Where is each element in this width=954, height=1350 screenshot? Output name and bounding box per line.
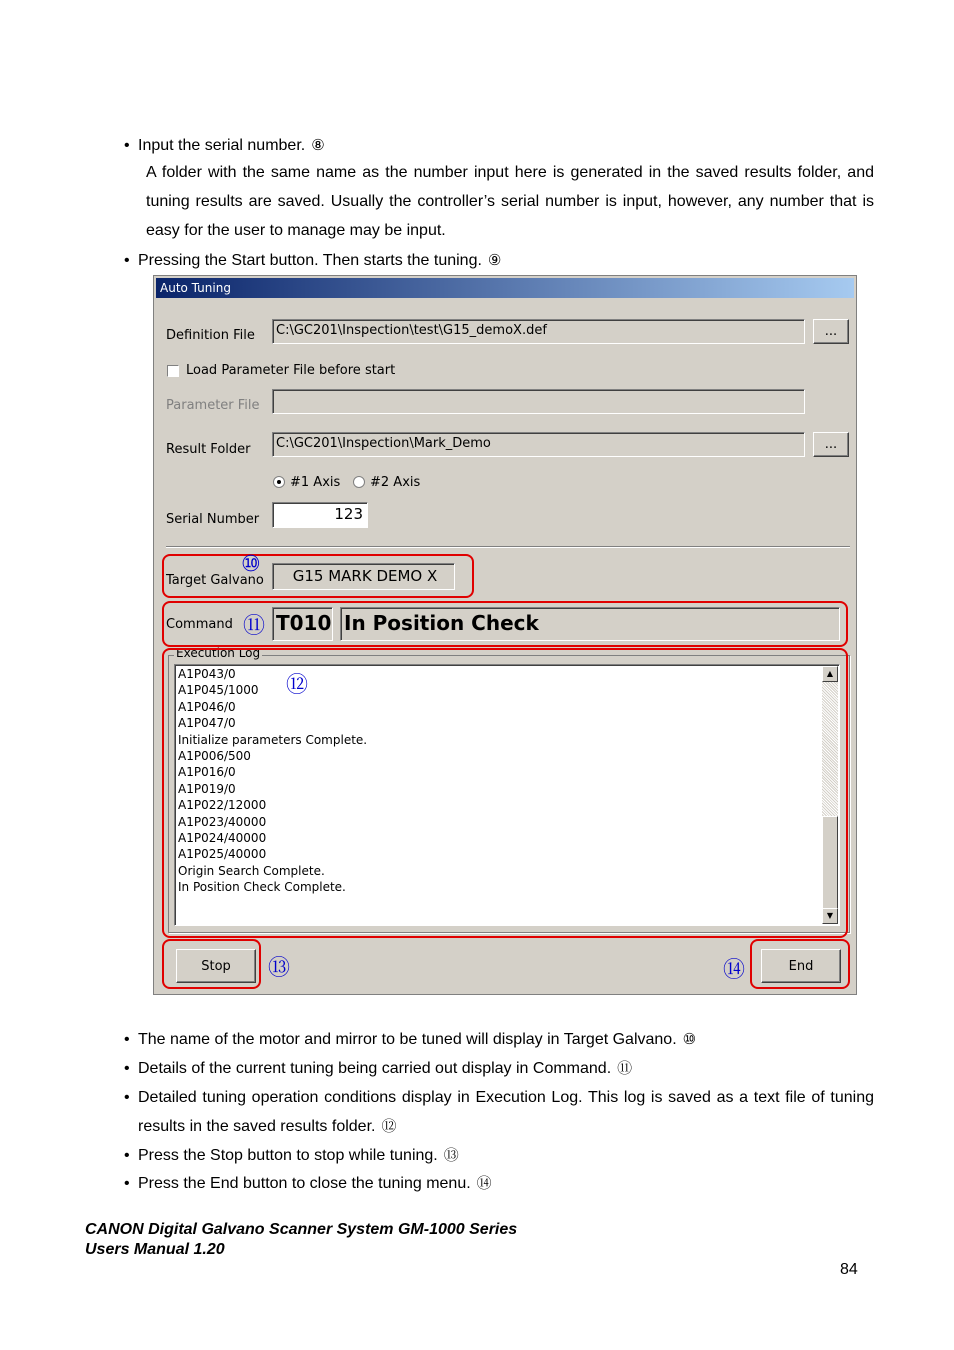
log-line: Origin Search Complete. [178,863,325,878]
ref-number: ⑭ [476,1174,492,1192]
note-command [124,1058,632,1079]
axis1-label: #1 Axis [290,475,341,490]
result-folder-label: Result Folder [166,442,251,457]
ref-number: ⑨ [487,251,502,269]
bullet-dot: • [124,252,130,269]
bullet-dot: • [124,137,130,154]
parameter-file-field[interactable] [272,389,805,414]
bullet-serial-number [124,135,325,156]
bullet-dot: • [124,1031,130,1048]
note-text: The name of the motor and mirror to be tuned will display in Target Galvano. [138,1031,677,1048]
note-end [124,1173,492,1194]
marker-11: ⑪ [243,614,266,639]
stop-button[interactable]: Stop [176,949,256,983]
log-line: In Position Check Complete. [178,880,346,895]
ref-number: ⑪ [617,1059,633,1077]
command-code-field: T010 [272,607,333,641]
serial-number-input[interactable]: 123 [272,502,368,528]
log-line: A1P016/0 [178,765,236,780]
log-line: Initialize parameters Complete. [178,732,368,747]
ref-number: ⑬ [443,1146,459,1164]
page-number: 84 [840,1261,858,1278]
marker-12: ⑫ [286,673,309,698]
note-text: Details of the current tuning being carried out display in Command. [138,1060,612,1077]
definition-file-browse-button[interactable]: ... [813,319,849,344]
bullet-start-button [124,250,501,271]
bullet-text: Input the serial number. [138,137,306,154]
axis2-radio[interactable] [353,476,365,488]
page-footer [85,1220,517,1260]
footer-product: CANON Digital Galvano Scanner System GM-1000 Series [85,1221,518,1238]
note-execution-log [124,1088,874,1141]
log-line: A1P024/40000 [178,831,267,846]
scroll-down-arrow-icon[interactable]: ▼ [822,908,838,924]
marker-13: ⑬ [268,956,291,981]
marker-10: ⑩ [241,552,261,577]
highlight-end [750,939,850,989]
note-text: Detailed tuning operation conditions display in Execution Log. This log is saved as a text file of tuning results in the saved results folder. [138,1089,874,1135]
result-folder-browse-button[interactable]: ... [813,432,849,457]
bullet-dot: • [124,1147,130,1164]
target-galvano-label: Target Galvano [166,573,264,588]
log-line: A1P045/1000 [178,683,259,698]
ref-number: ⑧ [311,136,325,154]
marker-14: ⑭ [723,958,746,983]
auto-tuning-dialog [153,275,857,995]
bullet-dot: • [124,1089,130,1106]
note-text-block [138,1084,874,1141]
log-line: A1P025/40000 [178,847,267,862]
log-line: A1P019/0 [178,781,236,796]
definition-file-field[interactable]: C:\GC201\Inspection\test\G15_demoX.def [272,319,805,344]
bullet-dot: • [124,1060,130,1077]
highlight-target-galvano [162,554,474,598]
axis1-radio[interactable] [273,476,285,488]
serial-number-description: A folder with the same name as the number input here is generated in the saved results folder, and tuning results are saved. Usually the controller’s serial number is input, however, any number that is easy for the user to manage may be input. [146,164,874,239]
axis2-label: #2 Axis [370,475,421,490]
note-stop [124,1145,459,1166]
footer-manual: Users Manual 1.20 [85,1241,225,1258]
bullet-text: Pressing the Start button. Then starts the tuning. [138,252,482,269]
highlight-execution-log [162,648,848,938]
serial-number-label: Serial Number [166,512,260,527]
note-target-galvano [124,1029,696,1050]
note-text: Press the End button to close the tuning menu. [138,1175,471,1192]
end-button[interactable]: End [761,949,841,983]
scroll-up-arrow-icon[interactable]: ▲ [822,666,838,682]
load-parameter-label: Load Parameter File before start [186,363,396,378]
definition-file-label: Definition File [166,328,255,343]
log-line: A1P043/0 [178,667,236,681]
execution-log-label: Execution Log [176,646,261,660]
command-label: Command [166,617,233,632]
load-parameter-checkbox[interactable] [167,365,179,377]
ref-number: ⑫ [381,1117,397,1135]
dialog-title-bar: Auto Tuning [156,278,854,298]
log-line: A1P023/40000 [178,814,267,829]
log-line: A1P046/0 [178,699,236,714]
highlight-stop [162,939,261,989]
log-line: A1P047/0 [178,716,236,731]
parameter-file-label: Parameter File [166,398,260,413]
log-line: A1P022/12000 [178,798,267,813]
bullet-dot: • [124,1175,130,1192]
log-line: A1P006/500 [178,749,251,764]
section-divider [166,546,850,548]
command-text-field: In Position Check [340,607,840,641]
note-text: Press the Stop button to stop while tuning. [138,1147,438,1164]
ref-number: ⑩ [682,1030,697,1048]
target-galvano-field: G15 MARK DEMO X [272,563,455,590]
result-folder-field[interactable]: C:\GC201\Inspection\Mark_Demo [272,432,805,457]
